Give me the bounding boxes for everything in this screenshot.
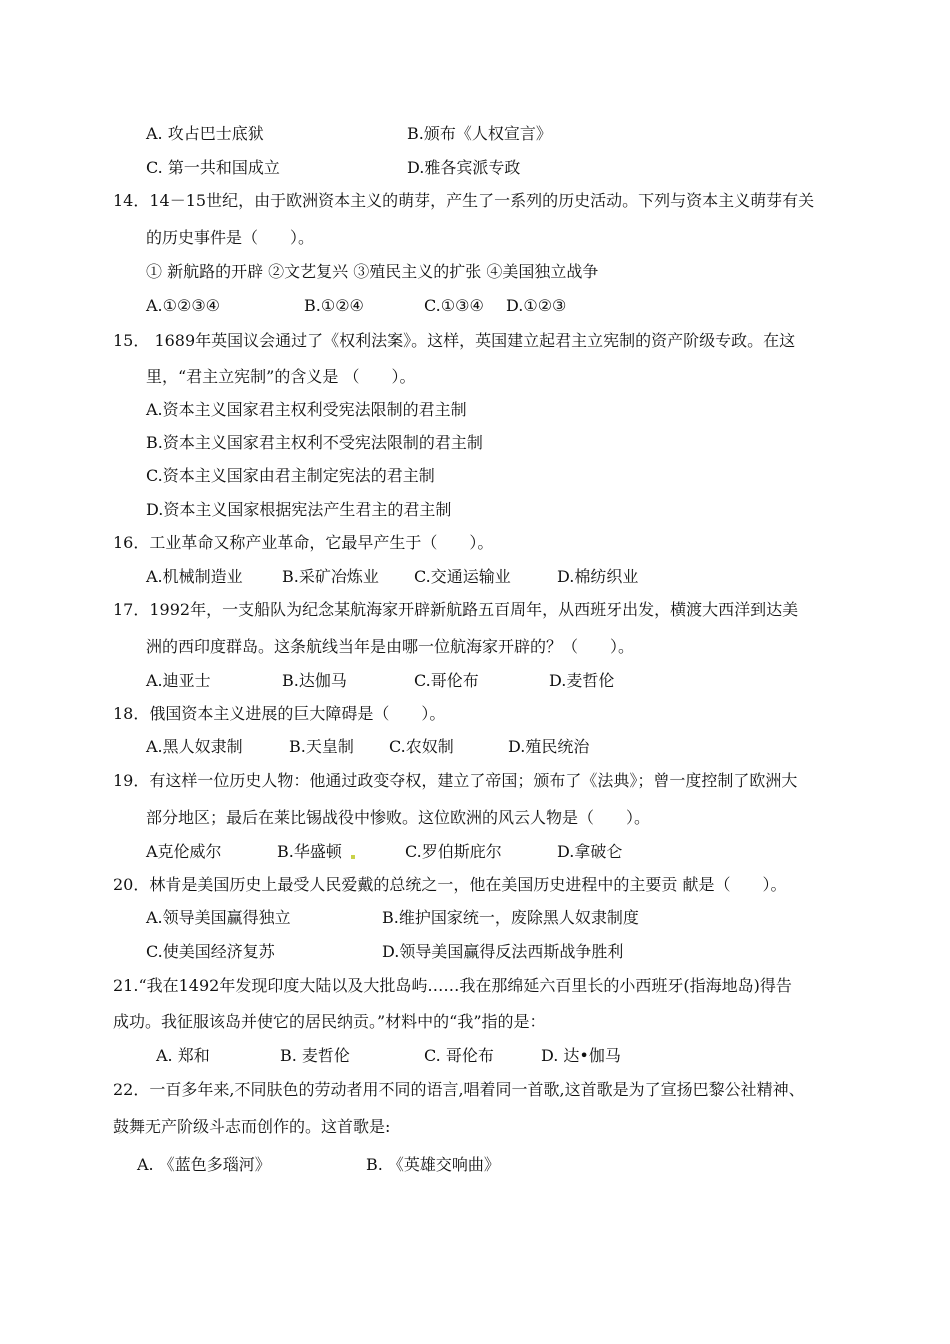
q13-option-c: C. 第一共和国成立 bbox=[146, 158, 280, 177]
q13-option-d: D.雅各宾派专政 bbox=[407, 158, 521, 177]
q18-option-b: B.天皇制 bbox=[289, 737, 354, 756]
q16-option-b: B.采矿冶炼业 bbox=[282, 567, 379, 586]
q13-option-b: B.颁布《人权宣言》 bbox=[407, 124, 552, 143]
q21-option-c: C. 哥伦布 bbox=[424, 1046, 494, 1065]
q16-option-a: A.机械制造业 bbox=[146, 567, 243, 586]
q18-option-d: D.殖民统治 bbox=[508, 737, 590, 756]
q20-option-a: A.领导美国赢得独立 bbox=[146, 908, 291, 927]
q14-option-b: B.①②④ bbox=[304, 296, 364, 315]
q20-option-d: D.领导美国赢得反法西斯战争胜利 bbox=[382, 942, 624, 961]
q14-option-c: C.①③④ bbox=[424, 296, 484, 315]
q15-stem-line1: 15． 1689年英国议会通过了《权利法案》。这样，英国建立起君主立宪制的资产阶级专政。在这 bbox=[113, 331, 796, 350]
q22-stem-line1: 22．一百多年来,不同肤色的劳动者用不同的语言,唱着同一首歌,这首歌是为了宣扬巴黎公社精神、 bbox=[113, 1080, 805, 1099]
q15-stem-line2: 里，“君主立宪制”的含义是 （ ）。 bbox=[146, 367, 416, 386]
q22-option-a: A. 《蓝色多瑙河》 bbox=[137, 1155, 271, 1174]
q16-stem: 16．工业革命又称产业革命，它最早产生于（ ）。 bbox=[113, 533, 494, 552]
q21-stem-line1: 21.“我在1492年发现印度大陆以及大批岛屿……我在那绵延六百里长的小西班牙(指海地岛)得告 bbox=[113, 976, 792, 995]
q14-stem-line2: 的历史事件是（ ）。 bbox=[146, 228, 315, 247]
q18-option-a: A.黑人奴隶制 bbox=[146, 737, 243, 756]
q18-stem: 18．俄国资本主义进展的巨大障碍是（ ）。 bbox=[113, 704, 446, 723]
q21-option-a: A. 郑和 bbox=[156, 1046, 210, 1065]
q15-option-c: C.资本主义国家由君主制定宪法的君主制 bbox=[146, 466, 435, 485]
q22-option-b: B. 《英雄交响曲》 bbox=[366, 1155, 500, 1174]
q17-stem-line2: 洲的西印度群岛。这条航线当年是由哪一位航海家开辟的？（ ）。 bbox=[146, 637, 635, 656]
q15-option-d: D.资本主义国家根据宪法产生君主的君主制 bbox=[146, 500, 452, 519]
q22-stem-line2: 鼓舞无产阶级斗志而创作的。这首歌是: bbox=[113, 1117, 391, 1136]
q17-option-d: D.麦哲伦 bbox=[549, 671, 615, 690]
q17-option-a: A.迪亚士 bbox=[146, 671, 211, 690]
q13-option-a: A. 攻占巴士底狱 bbox=[146, 124, 264, 143]
q16-option-c: C.交通运输业 bbox=[414, 567, 511, 586]
q14-option-d: D.①②③ bbox=[506, 296, 567, 315]
q17-option-b: B.达伽马 bbox=[282, 671, 347, 690]
stray-mark bbox=[351, 855, 355, 859]
q19-option-c: C.罗伯斯庇尔 bbox=[405, 842, 502, 861]
q18-option-c: C.农奴制 bbox=[389, 737, 454, 756]
q19-option-d: D.拿破仑 bbox=[557, 842, 623, 861]
q19-option-a: A克伦威尔 bbox=[146, 842, 222, 861]
q21-option-b: B. 麦哲伦 bbox=[280, 1046, 350, 1065]
q14-option-a: A.①②③④ bbox=[146, 296, 221, 315]
q15-option-a: A.资本主义国家君主权利受宪法限制的君主制 bbox=[146, 400, 467, 419]
q14-items: ① 新航路的开辟 ②文艺复兴 ③殖民主义的扩张 ④美国独立战争 bbox=[146, 262, 599, 281]
q15-option-b: B.资本主义国家君主权利不受宪法限制的君主制 bbox=[146, 433, 483, 452]
q20-option-c: C.使美国经济复苏 bbox=[146, 942, 275, 961]
q20-option-b: B.维护国家统一，废除黑人奴隶制度 bbox=[382, 908, 639, 927]
q19-stem-line2: 部分地区；最后在莱比锡战役中惨败。这位欧洲的风云人物是（ ）。 bbox=[146, 808, 651, 827]
q16-option-d: D.棉纺织业 bbox=[557, 567, 639, 586]
q19-option-b: B.华盛顿 bbox=[277, 842, 342, 861]
q17-option-c: C.哥伦布 bbox=[414, 671, 479, 690]
q20-stem: 20．林肯是美国历史上最受人民爱戴的总统之一，他在美国历史进程中的主要贡 献是（ ）。 bbox=[113, 875, 787, 894]
q19-stem-line1: 19．有这样一位历史人物：他通过政变夺权，建立了帝国；颁布了《法典》；曾一度控制了欧洲大 bbox=[113, 771, 798, 790]
q17-stem-line1: 17．1992年，一支船队为纪念某航海家开辟新航路五百周年，从西班牙出发，横渡大西洋到达美 bbox=[113, 600, 799, 619]
q21-stem-line2: 成功。我征服该岛并使它的居民纳贡。”材料中的“我”指的是： bbox=[113, 1012, 546, 1031]
q21-option-d: D. 达•伽马 bbox=[541, 1046, 621, 1065]
q14-stem-line1: 14．14－15世纪，由于欧洲资本主义的萌芽，产生了一系列的历史活动。下列与资本主义萌芽有关 bbox=[113, 191, 815, 210]
